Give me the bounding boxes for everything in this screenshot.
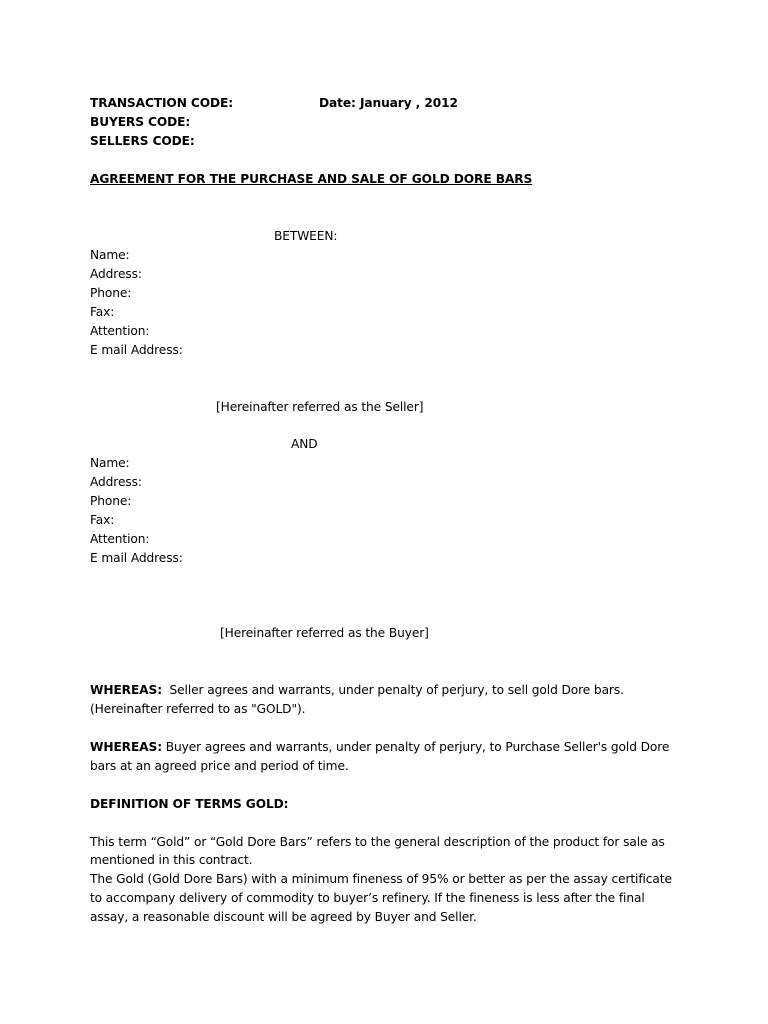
sellers-code-label: SELLERS CODE: bbox=[90, 134, 195, 148]
definition-line: assay, a reasonable discount will be agreed by Buyer and Seller. bbox=[90, 910, 477, 924]
whereas-seller-label: WHEREAS: bbox=[90, 683, 162, 697]
date-label: Date: January , 2012 bbox=[319, 96, 458, 110]
definition-line: This term “Gold” or “Gold Dore Bars” refers to the general description of the product for sale as bbox=[90, 835, 665, 849]
seller-attention-field: Attention: bbox=[90, 324, 150, 338]
seller-fax-field: Fax: bbox=[90, 305, 115, 319]
buyer-hereinafter: [Hereinafter referred as the Buyer] bbox=[220, 626, 429, 640]
definition-line: to accompany delivery of commodity to buyer’s refinery. If the fineness is less after the final bbox=[90, 891, 645, 905]
transaction-code-label: TRANSACTION CODE: bbox=[90, 96, 234, 110]
seller-phone-field: Phone: bbox=[90, 286, 132, 300]
buyer-email-field: E mail Address: bbox=[90, 551, 183, 565]
buyer-fax-field: Fax: bbox=[90, 513, 115, 527]
whereas-buyer-line2: bars at an agreed price and period of time. bbox=[90, 759, 349, 773]
seller-address-field: Address: bbox=[90, 267, 142, 281]
seller-hereinafter: [Hereinafter referred as the Seller] bbox=[216, 400, 424, 414]
agreement-title: AGREEMENT FOR THE PURCHASE AND SALE OF GOLD DORE BARS bbox=[90, 172, 533, 186]
definition-heading: DEFINITION OF TERMS GOLD: bbox=[90, 797, 289, 811]
whereas-seller-line1 bbox=[90, 682, 624, 698]
whereas-buyer-text: Buyer agrees and warrants, under penalty of perjury, to Purchase Seller's gold Dore bbox=[161, 740, 670, 754]
whereas-seller-line2: (Hereinafter referred to as "GOLD"). bbox=[90, 702, 306, 716]
definition-line: The Gold (Gold Dore Bars) with a minimum fineness of 95% or better as per the assay certificate bbox=[90, 872, 672, 886]
buyer-attention-field: Attention: bbox=[90, 532, 150, 546]
buyer-address-field: Address: bbox=[90, 475, 142, 489]
and-label: AND bbox=[291, 437, 318, 451]
whereas-buyer-line1 bbox=[90, 739, 669, 755]
whereas-buyer-label: WHEREAS: bbox=[90, 740, 162, 754]
buyer-phone-field: Phone: bbox=[90, 494, 132, 508]
whereas-seller-text: Seller agrees and warrants, under penalty of perjury, to sell gold Dore bars. bbox=[161, 683, 624, 697]
seller-email-field: E mail Address: bbox=[90, 343, 183, 357]
buyer-name-field: Name: bbox=[90, 456, 130, 470]
definition-line: mentioned in this contract. bbox=[90, 853, 253, 867]
between-label: BETWEEN: bbox=[274, 229, 338, 243]
seller-name-field: Name: bbox=[90, 248, 130, 262]
buyers-code-label: BUYERS CODE: bbox=[90, 115, 191, 129]
